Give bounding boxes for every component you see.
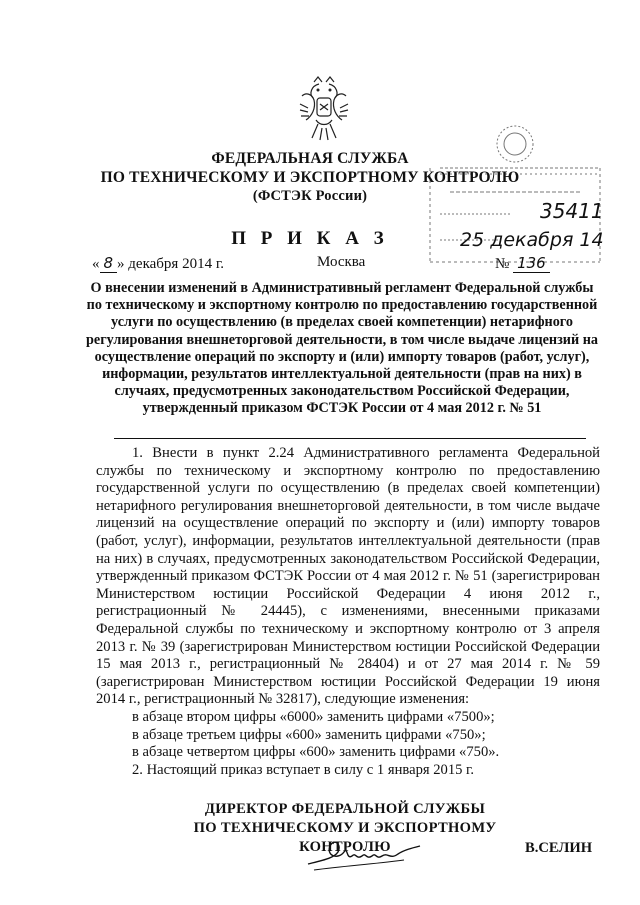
body-paragraph-2: 2. Настоящий приказ вступает в силу с 1 января 2015 г. xyxy=(132,761,475,778)
order-subject: О внесении изменений в Административный регламент Федеральной службы по техническому и экспортному контролю по предоставлению государственной услуги по осуществлению (в пределах своей компетенции) нетарифного регулирования внешнеторговой деятельности, в том числе выдаче лицензий на осуществление операций по экспорту и (или) импорту товаров (работ, услуг), информации, результатов интеллектуальной деятельности (прав на них) в случаях, предусмотренных законодательством Российской Федерации, утвержденный приказом ФСТЭК России от 4 мая 2012 г. № 51 xyxy=(86,280,598,417)
order-date-rest: » декабря 2014 г. xyxy=(117,256,225,272)
signatory-title-line2: ПО ТЕХНИЧЕСКОМУ И ЭКСПОРТНОМУ КОНТРОЛЮ xyxy=(193,820,497,855)
handwritten-signature-icon xyxy=(304,830,424,876)
date-open-quote: « xyxy=(92,256,100,272)
change-item-1: в абзаце втором цифры «6000» заменить цифрами «7500»; xyxy=(132,708,495,725)
stamp-handwritten-date: 25 декабря 14 xyxy=(460,229,604,251)
signatory-title-line1: ДИРЕКТОР ФЕДЕРАЛЬНОЙ СЛУЖБЫ xyxy=(204,801,486,817)
signatory-name: В.СЕЛИН xyxy=(525,840,593,856)
agency-abbreviation: (ФСТЭК России) xyxy=(252,188,368,204)
order-title: П Р И К А З xyxy=(231,228,389,249)
order-number xyxy=(495,254,550,273)
double-headed-eagle-emblem-icon xyxy=(296,74,352,144)
change-item-2: в абзаце третьем цифры «600» заменить цифрами «750»; xyxy=(132,726,486,743)
body-paragraph-1: 1. Внести в пункт 2.24 Административного регламента Федеральной службы по техническому и экспортному контролю по предоставлению государственной услуги по осуществлению (в пределах своей компетенции) нетарифного регулирования внешнеторговой деятельности, в том числе выдаче лицензий на осуществление операций по экспорту и (или) импорту товаров (работ, услуг), информации, результатов интеллектуальной деятельности (прав на них) в случаях, предусмотренных законодательством Российской Федерации, утвержденный приказом ФСТЭК России от 4 мая 2012 г. № 51 (зарегистрирован Министерством юстиции Российской Федерации 4 июня 2012 г., регистрационный № 24445), с изменениями, внесенными приказами Федеральной службы по техническому и экспортному контролю от 3 апреля 2013 г. № 39 (зарегистрирован Министерством юстиции Российской Федерации 15 мая 2013 г., регистрационный № 28404) и от 27 мая 2014 г. № 59 (зарегистрирован Министерством юстиции Российской Федерации 19 июня 2014 г., регистрационный № 32817), следующие изменения: xyxy=(96,445,600,708)
order-body xyxy=(96,445,600,779)
order-date-day: 8 xyxy=(100,254,118,273)
order-city: Москва xyxy=(317,254,366,270)
subject-divider xyxy=(114,438,586,439)
agency-name-line1: ФЕДЕРАЛЬНАЯ СЛУЖБА xyxy=(211,150,409,167)
stamp-handwritten-number: 35411 xyxy=(540,199,604,223)
order-number-prefix: № xyxy=(495,256,510,272)
order-date xyxy=(92,254,224,273)
agency-name-line2: ПО ТЕХНИЧЕСКОМУ И ЭКСПОРТНОМУ КОНТРОЛЮ xyxy=(100,169,520,186)
order-number-value: 136 xyxy=(513,254,550,273)
change-item-3: в абзаце четвертом цифры «600» заменить цифрами «750». xyxy=(132,744,500,761)
